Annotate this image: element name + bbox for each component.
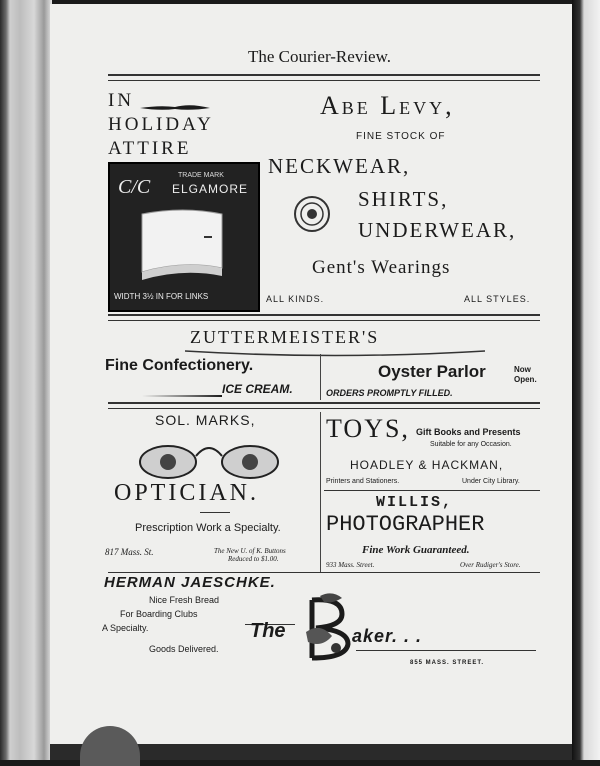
now-open-1: Now	[514, 365, 531, 374]
willis-name: WILLIS,	[376, 494, 454, 511]
page-title: The Courier-Review.	[248, 47, 392, 66]
hoadley-name: HOADLEY & HACKMAN,	[350, 458, 504, 472]
page	[50, 4, 572, 744]
divider-zutter	[108, 402, 540, 404]
collar-brand: ELGAMORE	[172, 182, 249, 196]
divider-hoadley	[324, 490, 540, 491]
shirts: SHIRTS,	[358, 187, 449, 211]
ice-cream: ICE CREAM.	[222, 382, 293, 396]
in-holiday-line1: IN	[108, 90, 135, 111]
fine-work: Fine Work Guaranteed.	[362, 544, 470, 556]
photographer: PHOTOGRAPHER	[326, 512, 485, 537]
prescription: Prescription Work a Specialty.	[135, 522, 281, 534]
all-styles: ALL STYLES.	[464, 294, 531, 304]
neckwear: NECKWEAR,	[268, 154, 411, 178]
bread-line-1: Nice Fresh Bread	[149, 595, 220, 605]
collar-width: WIDTH 3½ IN FOR LINKS	[114, 292, 209, 301]
optician-underline	[200, 512, 230, 513]
marks-buttons-1: The New U. of K. Buttons	[214, 547, 286, 555]
gents-wearings: Gent's Wearings	[312, 257, 451, 278]
header-rule-2	[108, 80, 540, 81]
divider-levy-2	[108, 320, 540, 321]
divider-zutter-2	[108, 408, 540, 409]
divider-levy	[108, 314, 540, 316]
bread-line-2: For Boarding Clubs	[120, 609, 198, 619]
fine-stock: FINE STOCK OF	[356, 131, 446, 142]
goods-delivered: Goods Delivered.	[149, 644, 219, 654]
header-rule	[108, 74, 540, 76]
page-edge	[572, 0, 600, 760]
marks-buttons-2: Reduced to $1.00.	[228, 555, 279, 563]
book-spine	[0, 0, 52, 760]
underwear: UNDERWEAR,	[358, 218, 517, 242]
collar-monogram: C/C	[118, 176, 151, 198]
zutter-divider	[320, 354, 321, 400]
abe-levy-name: Abe Levy,	[320, 91, 455, 120]
willis-location: Over Rudiger's Store.	[460, 561, 521, 569]
toys: TOYS,	[326, 414, 410, 443]
collar-graphic	[138, 206, 228, 291]
marks-divider	[320, 412, 321, 572]
printers: Printers and Stationers.	[326, 478, 400, 485]
suitable: Suitable for any Occasion.	[430, 441, 512, 448]
the-baker-aker: aker. . .	[352, 626, 423, 646]
jaeschke-address: 855 MASS. STREET.	[410, 660, 485, 666]
collar-ad-image	[108, 162, 260, 312]
flourish	[140, 98, 210, 104]
sol-marks-name: SOL. MARKS,	[155, 412, 256, 428]
divider-marks	[108, 572, 540, 573]
rosette-ornament	[292, 194, 332, 239]
the-baker-the: The	[250, 620, 286, 642]
fine-confectionery: Fine Confectionery.	[105, 357, 254, 374]
zuttermeister-name: ZUTTERMEISTER'S	[190, 327, 380, 347]
baker-rule-bottom	[356, 650, 536, 651]
gift-books: Gift Books and Presents	[416, 427, 521, 437]
optician: OPTICIAN.	[114, 480, 259, 506]
willis-address: 933 Mass. Street.	[326, 561, 375, 569]
marks-address: 817 Mass. St.	[105, 547, 154, 557]
bread-line-3: A Specialty.	[102, 623, 149, 633]
jaeschke-name: HERMAN JAESCHKE.	[104, 574, 276, 591]
in-holiday-line2: HOLIDAY	[108, 114, 214, 135]
oyster-parlor: Oyster Parlor	[378, 362, 486, 381]
all-kinds: ALL KINDS.	[266, 294, 325, 304]
orders-filled: ORDERS PROMPTLY FILLED.	[326, 388, 453, 398]
eyeglasses-image	[138, 436, 280, 485]
in-holiday-line3: ATTIRE	[108, 138, 192, 159]
library: Under City Library.	[462, 478, 520, 485]
trade-mark-label: TRADE MARK	[178, 172, 224, 179]
now-open-2: Open.	[514, 375, 537, 384]
